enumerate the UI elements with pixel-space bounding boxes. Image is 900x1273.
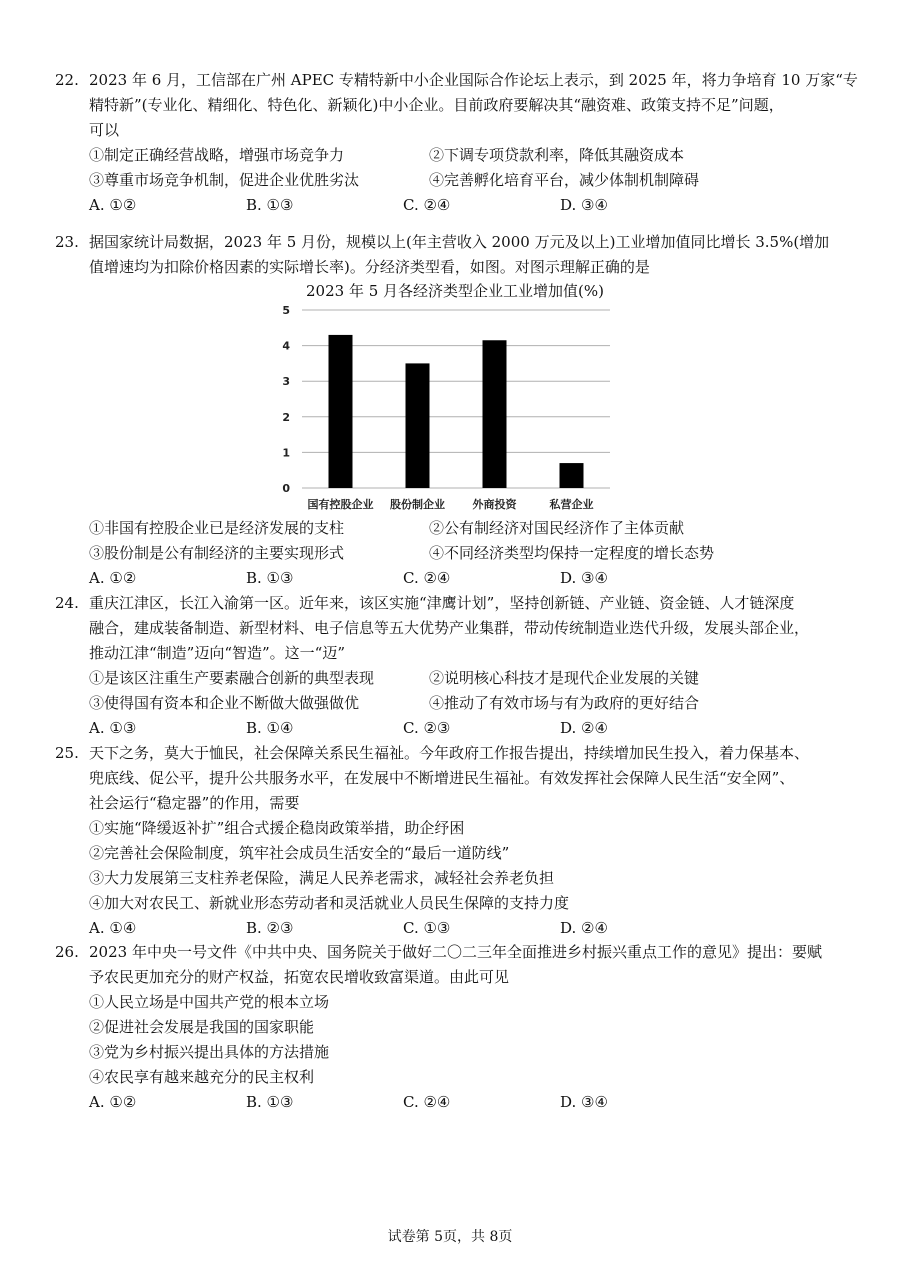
- question-stem-line: 2023 年 6 月，工信部在广州 APEC 专精特新中小企业国际合作论坛上表示，到 2025 年，将力争培育 10 万家“专: [89, 71, 858, 89]
- y-tick-label: 5: [282, 304, 290, 317]
- statement-item: ④农民享有越来越充分的民主权利: [89, 1068, 315, 1086]
- y-tick-label: 0: [282, 482, 290, 495]
- question-stem-line: 重庆江津区，长江入渝第一区。近年来，该区实施“津鹰计划”，坚持创新链、产业链、资金链、人才链深度: [89, 594, 795, 612]
- bar: [329, 335, 353, 488]
- option-c[interactable]: C. ②③: [403, 719, 451, 737]
- x-tick-label: 私营企业: [549, 498, 594, 511]
- answer-options: [55, 566, 855, 591]
- question-stem-line: 兜底线、促公平，提升公共服务水平，在发展中不断增进民生福祉。有效发挥社会保障人民生活“安全网”、: [89, 769, 795, 787]
- chart-title: 2023 年 5 月各经济类型企业工业增加值(%): [306, 282, 604, 300]
- statement-item: ②公有制经济对国民经济作了主体贡献: [429, 519, 685, 537]
- answer-options: [55, 193, 855, 218]
- statement-item: ③大力发展第三支柱养老保险，满足人民养老需求，减轻社会养老负担: [89, 869, 555, 887]
- option-b[interactable]: B. ①④: [246, 719, 294, 737]
- answer-options: [55, 1090, 855, 1115]
- y-tick-label: 4: [282, 339, 290, 353]
- option-d[interactable]: D. ③④: [560, 569, 608, 587]
- question-number: 22.: [55, 71, 79, 89]
- statement-item: ④不同经济类型均保持一定程度的增长态势: [429, 544, 715, 562]
- statement-row: [55, 541, 855, 566]
- question-26: [55, 940, 855, 1115]
- statement-item: ②完善社会保险制度，筑牢社会成员生活安全的“最后一道防线”: [89, 844, 510, 862]
- bar: [406, 363, 430, 488]
- x-tick-label: 国有控股企业: [307, 498, 374, 511]
- option-b[interactable]: B. ①③: [246, 1093, 294, 1111]
- y-tick-label: 1: [282, 446, 290, 460]
- statement-item: ②说明核心科技才是现代企业发展的关键: [429, 669, 700, 687]
- statement-item: ②下调专项贷款利率，降低其融资成本: [429, 146, 685, 164]
- question-23-statements: [55, 516, 855, 591]
- statement-item: ③使得国有资本和企业不断做大做强做优: [89, 694, 360, 712]
- x-tick-label: 股份制企业: [390, 498, 445, 511]
- question-stem-line: 精特新”(专业化、精细化、特色化、新颖化)中小企业。目前政府要解决其“融资难、政策支持不足”问题，: [89, 96, 784, 114]
- bar: [560, 463, 584, 488]
- question-25: [55, 741, 855, 941]
- statement-item: ③股份制是公有制经济的主要实现形式: [89, 544, 345, 562]
- option-a[interactable]: A. ①③: [89, 719, 137, 737]
- statement-item: ④完善孵化培育平台，减少体制机制障碍: [429, 171, 700, 189]
- statement-item: ③党为乡村振兴提出具体的方法措施: [89, 1043, 330, 1061]
- bar-chart: [270, 298, 620, 520]
- option-b[interactable]: B. ①③: [246, 569, 294, 587]
- question-24: [55, 591, 855, 741]
- option-b[interactable]: B. ①③: [246, 196, 294, 214]
- statement-item: ①制定正确经营战略，增强市场竞争力: [89, 146, 345, 164]
- option-c[interactable]: C. ②④: [403, 196, 451, 214]
- option-a[interactable]: A. ①②: [89, 196, 137, 214]
- question-22: [55, 68, 858, 218]
- option-a[interactable]: A. ①②: [89, 569, 137, 587]
- question-23: [55, 230, 855, 280]
- question-stem-line: 社会运行“稳定器”的作用，需要: [89, 794, 300, 812]
- statement-item: ①非国有控股企业已是经济发展的支柱: [89, 519, 345, 537]
- y-tick-label: 3: [282, 375, 290, 389]
- question-stem-line: 推动江津“制造”迈向“智造”。这一“迈”: [89, 644, 346, 662]
- question-stem-line: 予农民更加充分的财产权益，拓宽农民增收致富渠道。由此可见: [89, 968, 510, 986]
- statement-row: [55, 516, 855, 541]
- statement-item: ④推动了有效市场与有为政府的更好结合: [429, 694, 700, 712]
- answer-options: [55, 716, 855, 741]
- statement-item: ①人民立场是中国共产党的根本立场: [89, 993, 330, 1011]
- statement-item: ②促进社会发展是我国的国家职能: [89, 1018, 315, 1036]
- statement-item: ①实施“降缓返补扩”组合式援企稳岗政策举措，助企纾困: [89, 819, 465, 837]
- statement-item: ③尊重市场竞争机制，促进企业优胜劣汰: [89, 171, 360, 189]
- option-d[interactable]: D. ②④: [560, 919, 608, 937]
- option-b[interactable]: B. ②③: [246, 919, 294, 937]
- option-a[interactable]: A. ①②: [89, 1093, 137, 1111]
- option-c[interactable]: C. ②④: [403, 569, 451, 587]
- question-stem-line: 值增速均为扣除价格因素的实际增长率)。分经济类型看，如图。对图示理解正确的是: [89, 258, 650, 276]
- option-c[interactable]: C. ①③: [403, 919, 451, 937]
- option-d[interactable]: D. ③④: [560, 196, 608, 214]
- question-stem-line: 天下之务，莫大于恤民，社会保障关系民生福祉。今年政府工作报告提出，持续增加民生投入，着力保基本、: [89, 744, 810, 762]
- x-tick-label: 外商投资: [472, 498, 517, 511]
- statement-row: [55, 691, 855, 716]
- bar: [483, 340, 507, 488]
- answer-options: [55, 916, 855, 941]
- question-number: 25.: [55, 744, 79, 762]
- question-stem-line: 可以: [89, 121, 120, 139]
- question-number: 26.: [55, 943, 79, 961]
- option-d[interactable]: D. ③④: [560, 1093, 608, 1111]
- question-stem-line: 融合，建成装备制造、新型材料、电子信息等五大优势产业集群，带动传统制造业迭代升级，发展头部企业，: [89, 619, 810, 637]
- option-d[interactable]: D. ②④: [560, 719, 608, 737]
- option-a[interactable]: A. ①④: [89, 919, 137, 937]
- question-stem-line: 2023 年中央一号文件《中共中央、国务院关于做好二〇二三年全面推进乡村振兴重点工作的意见》提出：要赋: [89, 943, 822, 961]
- statement-item: ①是该区注重生产要素融合创新的典型表现: [89, 669, 375, 687]
- statement-item: ④加大对农民工、新就业形态劳动者和灵活就业人员民生保障的支持力度: [89, 894, 570, 912]
- option-c[interactable]: C. ②④: [403, 1093, 451, 1111]
- question-number: 24.: [55, 594, 79, 612]
- question-stem-line: 据国家统计局数据，2023 年 5 月份，规模以上(年主营收入 2000 万元及以上)工业增加值同比增长 3.5%(增加: [89, 233, 830, 251]
- y-tick-label: 2: [282, 410, 290, 424]
- statement-row: [55, 168, 855, 193]
- statement-row: [55, 143, 855, 168]
- statement-row: [55, 666, 855, 691]
- question-number: 23.: [55, 233, 79, 251]
- page-footer: 试卷第 5页，共 8页: [387, 1229, 513, 1245]
